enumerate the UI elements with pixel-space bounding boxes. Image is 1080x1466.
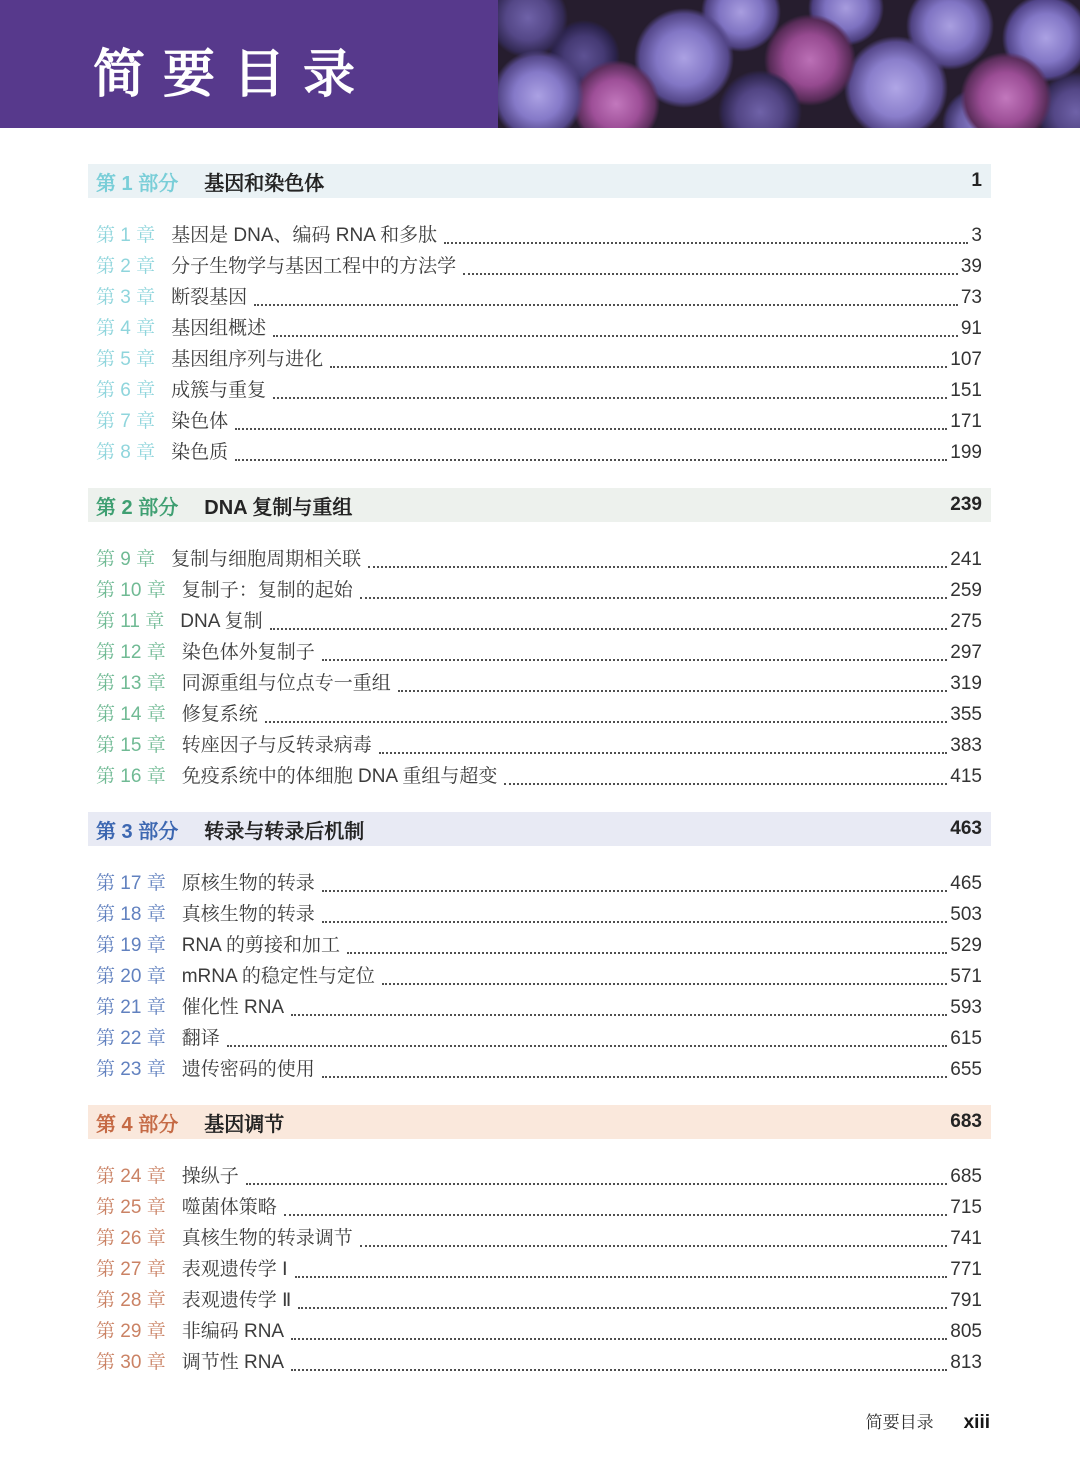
chapter-title: 染色体外复制子 bbox=[181, 642, 315, 663]
chapter-title: 真核生物的转录调节 bbox=[181, 1228, 353, 1249]
chapter-title: RNA 的剪接和加工 bbox=[181, 935, 341, 956]
chapter-page-number: 199 bbox=[950, 442, 982, 463]
dot-leader bbox=[360, 1245, 948, 1247]
part-header bbox=[88, 164, 991, 198]
chapter-title: 催化性 RNA bbox=[181, 997, 285, 1018]
dot-leader bbox=[330, 366, 947, 368]
dot-leader bbox=[246, 1183, 948, 1185]
toc-part bbox=[88, 164, 991, 468]
part-title: 基因调节 bbox=[204, 1113, 285, 1136]
part-header bbox=[88, 812, 991, 846]
dot-leader bbox=[360, 597, 948, 599]
part-title: 转录与转录后机制 bbox=[204, 820, 365, 843]
dot-leader bbox=[379, 752, 948, 754]
chapter-label: 第 23 章 bbox=[96, 1059, 166, 1080]
dot-leader bbox=[291, 1014, 947, 1016]
toc-entry bbox=[96, 282, 982, 313]
chapter-page-number: 107 bbox=[950, 349, 982, 370]
part-header bbox=[88, 1105, 991, 1139]
toc-entry bbox=[96, 1347, 982, 1378]
part-title: 基因和染色体 bbox=[204, 172, 325, 195]
chapter-page-number: 529 bbox=[950, 935, 982, 956]
chapter-label: 第 22 章 bbox=[96, 1028, 166, 1049]
dot-leader bbox=[322, 1076, 948, 1078]
chapter-label: 第 8 章 bbox=[96, 442, 156, 463]
part-header bbox=[88, 488, 991, 522]
dot-leader bbox=[254, 304, 958, 306]
page-banner bbox=[0, 0, 1080, 128]
chapter-label: 第 27 章 bbox=[96, 1259, 166, 1280]
dot-leader bbox=[504, 783, 947, 785]
chapter-title: 修复系统 bbox=[181, 704, 258, 725]
part-label: 第 3 部分 bbox=[96, 820, 179, 843]
toc-entry bbox=[96, 1254, 982, 1285]
toc-entry bbox=[96, 930, 982, 961]
toc-entry bbox=[96, 375, 982, 406]
chapter-label: 第 14 章 bbox=[96, 704, 166, 725]
chapter-page-number: 297 bbox=[950, 642, 982, 663]
chapter-title: 复制与细胞周期相关联 bbox=[171, 549, 362, 570]
toc-entry bbox=[96, 606, 982, 637]
toc-entry bbox=[96, 1316, 982, 1347]
toc-entry bbox=[96, 868, 982, 899]
banner-title-block bbox=[0, 0, 498, 128]
toc-entry bbox=[96, 1161, 982, 1192]
chapter-title: 基因是 DNA、编码 RNA 和多肽 bbox=[171, 225, 438, 246]
chapter-title: 操纵子 bbox=[181, 1166, 239, 1187]
chapter-page-number: 91 bbox=[960, 318, 982, 339]
chapter-page-number: 791 bbox=[950, 1290, 982, 1311]
chapter-page-number: 593 bbox=[950, 997, 982, 1018]
part-label: 第 4 部分 bbox=[96, 1113, 179, 1136]
chapter-label: 第 11 章 bbox=[96, 611, 165, 632]
chapter-title: 复制子：复制的起始 bbox=[181, 580, 353, 601]
dot-leader bbox=[284, 1214, 948, 1216]
chapter-title: 染色体 bbox=[171, 411, 229, 432]
chapter-page-number: 275 bbox=[950, 611, 982, 632]
dot-leader bbox=[463, 273, 958, 275]
chapter-list bbox=[88, 858, 991, 1085]
toc-entry bbox=[96, 992, 982, 1023]
chapter-page-number: 383 bbox=[950, 735, 982, 756]
chapter-label: 第 3 章 bbox=[96, 287, 156, 308]
toc-entry bbox=[96, 961, 982, 992]
chapter-label: 第 7 章 bbox=[96, 411, 156, 432]
chapter-page-number: 241 bbox=[950, 549, 982, 570]
part-label: 第 1 部分 bbox=[96, 172, 179, 195]
dot-leader bbox=[291, 1338, 947, 1340]
chapter-label: 第 4 章 bbox=[96, 318, 156, 339]
chapter-label: 第 6 章 bbox=[96, 380, 156, 401]
chapter-page-number: 355 bbox=[950, 704, 982, 725]
chapter-title: DNA 复制 bbox=[180, 611, 263, 632]
chapter-list bbox=[88, 1151, 991, 1378]
chapter-label: 第 17 章 bbox=[96, 873, 166, 894]
chapter-label: 第 25 章 bbox=[96, 1197, 166, 1218]
chapter-title: 表观遗传学 Ⅱ bbox=[181, 1290, 292, 1311]
toc-part bbox=[88, 1105, 991, 1378]
toc-entry bbox=[96, 899, 982, 930]
dot-leader bbox=[235, 459, 947, 461]
dot-leader bbox=[382, 983, 947, 985]
chapter-page-number: 465 bbox=[950, 873, 982, 894]
chapter-page-number: 171 bbox=[950, 411, 982, 432]
chapter-label: 第 5 章 bbox=[96, 349, 156, 370]
dot-leader bbox=[273, 335, 958, 337]
toc-entry bbox=[96, 575, 982, 606]
chapter-title: 非编码 RNA bbox=[181, 1321, 285, 1342]
chapter-title: 遗传密码的使用 bbox=[181, 1059, 315, 1080]
chapter-page-number: 39 bbox=[960, 256, 982, 277]
toc-entry bbox=[96, 1054, 982, 1085]
dot-leader bbox=[235, 428, 947, 430]
footer-page-number: xiii bbox=[963, 1412, 990, 1433]
toc-entry bbox=[96, 344, 982, 375]
toc-entry bbox=[96, 730, 982, 761]
chapter-title: 转座因子与反转录病毒 bbox=[181, 735, 372, 756]
chapter-label: 第 28 章 bbox=[96, 1290, 166, 1311]
chapter-title: 同源重组与位点专一重组 bbox=[181, 673, 391, 694]
chapter-page-number: 571 bbox=[950, 966, 982, 987]
chapter-label: 第 16 章 bbox=[96, 766, 166, 787]
chapter-title: 断裂基因 bbox=[171, 287, 248, 308]
chapter-title: 调节性 RNA bbox=[181, 1352, 285, 1373]
chapter-page-number: 805 bbox=[950, 1321, 982, 1342]
chapter-label: 第 21 章 bbox=[96, 997, 166, 1018]
dot-leader bbox=[298, 1307, 947, 1309]
toc-entry bbox=[96, 1192, 982, 1223]
dot-leader bbox=[227, 1045, 948, 1047]
chapter-page-number: 319 bbox=[950, 673, 982, 694]
part-page-number: 463 bbox=[950, 818, 982, 839]
chapter-page-number: 415 bbox=[950, 766, 982, 787]
part-page-number: 1 bbox=[971, 170, 982, 191]
chapter-label: 第 18 章 bbox=[96, 904, 166, 925]
chapter-label: 第 24 章 bbox=[96, 1166, 166, 1187]
chapter-label: 第 29 章 bbox=[96, 1321, 166, 1342]
dot-leader bbox=[291, 1369, 947, 1371]
dot-leader bbox=[322, 659, 948, 661]
chapter-label: 第 26 章 bbox=[96, 1228, 166, 1249]
dot-leader bbox=[273, 397, 947, 399]
chapter-label: 第 13 章 bbox=[96, 673, 166, 694]
chapter-page-number: 741 bbox=[950, 1228, 982, 1249]
chapter-page-number: 715 bbox=[950, 1197, 982, 1218]
chapter-title: 分子生物学与基因工程中的方法学 bbox=[171, 256, 457, 277]
chapter-page-number: 655 bbox=[950, 1059, 982, 1080]
dot-leader bbox=[368, 566, 947, 568]
chapter-label: 第 12 章 bbox=[96, 642, 166, 663]
part-label: 第 2 部分 bbox=[96, 496, 179, 519]
dot-leader bbox=[322, 921, 948, 923]
footer-section-label: 简要目录 bbox=[865, 1413, 934, 1432]
dot-leader bbox=[347, 952, 947, 954]
chapter-page-number: 685 bbox=[950, 1166, 982, 1187]
part-page-number: 683 bbox=[950, 1111, 982, 1132]
chapter-title: mRNA 的稳定性与定位 bbox=[181, 966, 375, 987]
toc-entry bbox=[96, 1023, 982, 1054]
chapter-list bbox=[88, 210, 991, 468]
chapter-label: 第 9 章 bbox=[96, 549, 156, 570]
chapter-label: 第 20 章 bbox=[96, 966, 166, 987]
chapter-title: 基因组概述 bbox=[171, 318, 267, 339]
page-title: 简要目录 bbox=[93, 45, 374, 104]
toc-entry bbox=[96, 251, 982, 282]
toc-entry bbox=[96, 437, 982, 468]
chapter-title: 噬菌体策略 bbox=[181, 1197, 277, 1218]
part-title: DNA 复制与重组 bbox=[204, 496, 353, 519]
chapter-title: 成簇与重复 bbox=[171, 380, 267, 401]
chapter-page-number: 3 bbox=[971, 225, 982, 246]
chapter-page-number: 151 bbox=[950, 380, 982, 401]
dot-leader bbox=[444, 242, 968, 244]
dot-leader bbox=[270, 628, 948, 630]
toc-entry bbox=[96, 544, 982, 575]
toc-part bbox=[88, 812, 991, 1085]
toc-entry bbox=[96, 699, 982, 730]
toc-entry bbox=[96, 1223, 982, 1254]
chapter-label: 第 19 章 bbox=[96, 935, 166, 956]
toc-entry bbox=[96, 1285, 982, 1316]
chapter-list bbox=[88, 534, 991, 792]
chapter-label: 第 30 章 bbox=[96, 1352, 166, 1373]
dot-leader bbox=[295, 1276, 948, 1278]
chapter-title: 染色质 bbox=[171, 442, 229, 463]
page-footer bbox=[0, 1398, 1080, 1434]
toc-list bbox=[0, 128, 1080, 1378]
toc-part bbox=[88, 488, 991, 792]
dot-leader bbox=[398, 690, 948, 692]
chapter-title: 基因组序列与进化 bbox=[171, 349, 324, 370]
chapter-page-number: 73 bbox=[960, 287, 982, 308]
toc-entry bbox=[96, 637, 982, 668]
chapter-page-number: 259 bbox=[950, 580, 982, 601]
toc-entry bbox=[96, 313, 982, 344]
micrograph-photo bbox=[498, 0, 1080, 128]
chapter-label: 第 1 章 bbox=[96, 225, 156, 246]
chapter-page-number: 503 bbox=[950, 904, 982, 925]
chapter-title: 表观遗传学 Ⅰ bbox=[181, 1259, 288, 1280]
chapter-page-number: 771 bbox=[950, 1259, 982, 1280]
dot-leader bbox=[322, 890, 948, 892]
chapter-page-number: 813 bbox=[950, 1352, 982, 1373]
chapter-title: 翻译 bbox=[181, 1028, 220, 1049]
chapter-title: 真核生物的转录 bbox=[181, 904, 315, 925]
part-page-number: 239 bbox=[950, 494, 982, 515]
toc-entry bbox=[96, 668, 982, 699]
toc-entry bbox=[96, 406, 982, 437]
dot-leader bbox=[265, 721, 948, 723]
chapter-page-number: 615 bbox=[950, 1028, 982, 1049]
chapter-label: 第 10 章 bbox=[96, 580, 166, 601]
chapter-title: 免疫系统中的体细胞 DNA 重组与超变 bbox=[181, 766, 498, 787]
chapter-label: 第 2 章 bbox=[96, 256, 156, 277]
chapter-label: 第 15 章 bbox=[96, 735, 166, 756]
toc-entry bbox=[96, 761, 982, 792]
chapter-title: 原核生物的转录 bbox=[181, 873, 315, 894]
toc-entry bbox=[96, 220, 982, 251]
